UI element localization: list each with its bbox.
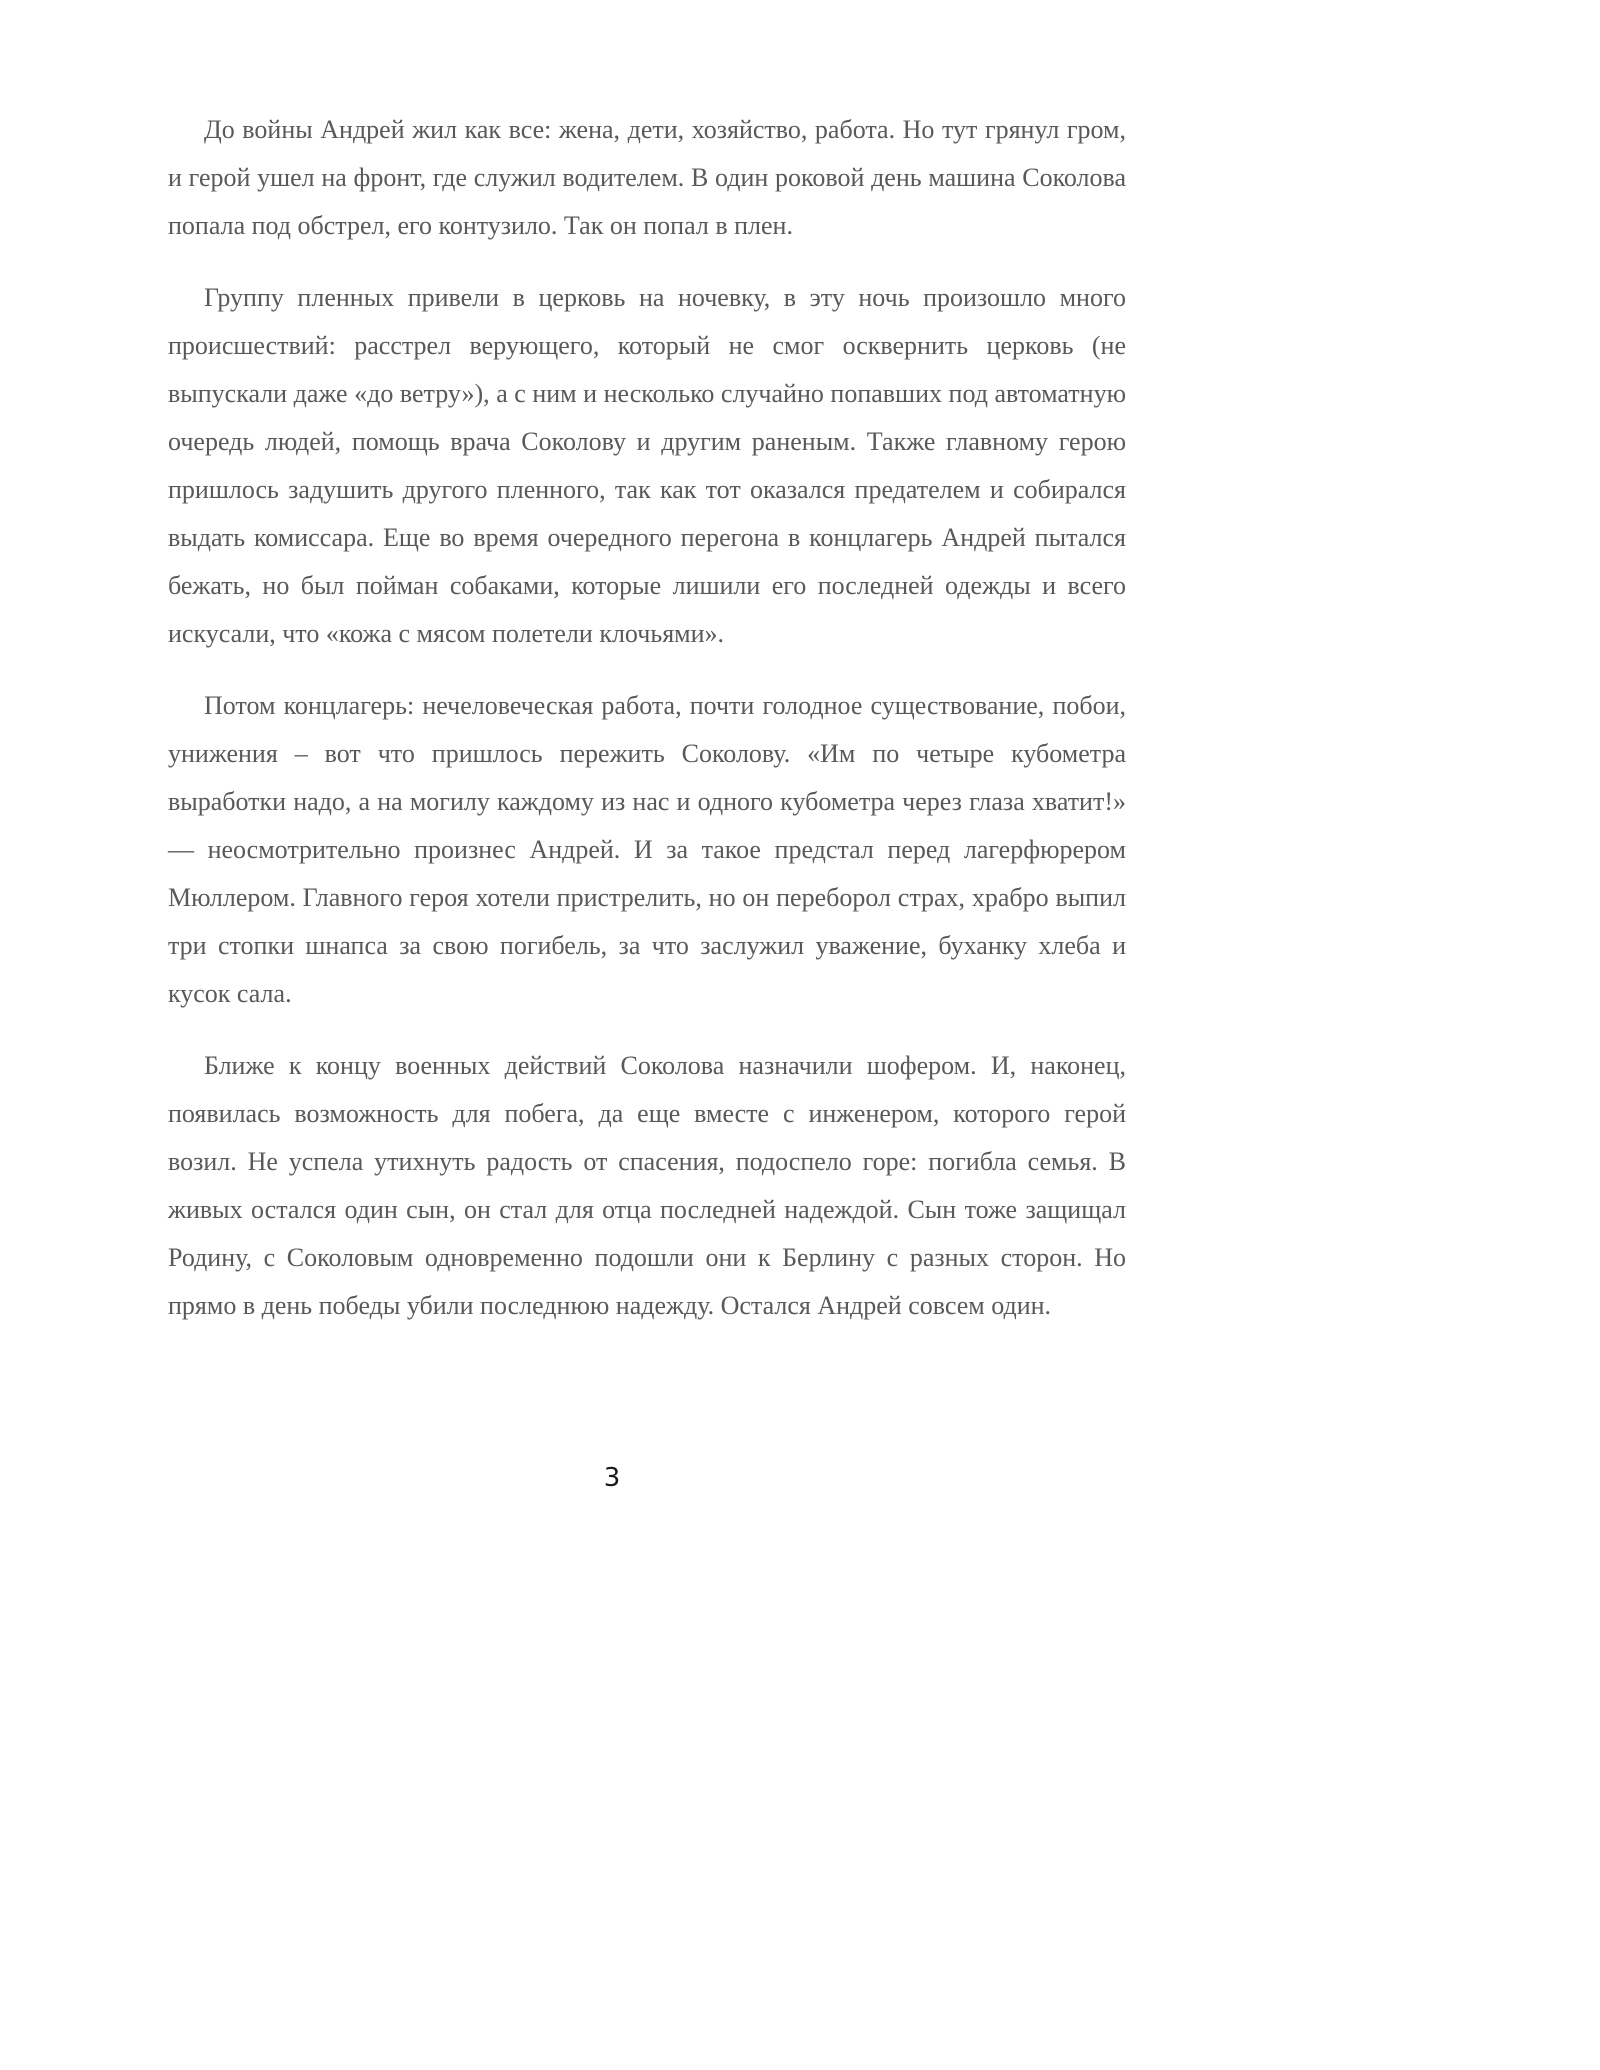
body-text (168, 106, 1126, 1354)
paragraph-2: Группу пленных привели в церковь на ночевку, в эту ночь произошло много происшествий: расстрел верующего, который не смог осквернить церковь (не выпускали даже «до ветру»), а с ним и несколько случайно попавших под автоматную очередь людей, помощь врача Соколову и другим раненым. Также главному герою пришлось задушить другого пленного, так как тот оказался предателем и собирался выдать комиссара. Еще во время очередного перегона в концлагерь Андрей пытался бежать, но был пойман собаками, которые лишили его последней одежды и всего искусали, что «кожа с мясом полетели клочьями». (168, 283, 1126, 648)
paragraph-1: До войны Андрей жил как все: жена, дети, хозяйство, работа. Но тут грянул гром, и герой ушел на фронт, где служил водителем. В один роковой день машина Соколова попала под обстрел, его контузило. Так он попал в плен. (168, 115, 1126, 240)
paragraph-3: Потом концлагерь: нечеловеческая работа, почти голодное существование, побои, унижения – вот что пришлось пережить Соколову. «Им по четыре кубометра выработки надо, а на могилу каждому из нас и одного кубометра через глаза хватит!» — неосмотрительно произнес Андрей. И за такое предстал перед лагерфюрером Мюллером. Главного героя хотели пристрелить, но он переборол страх, храбро выпил три стопки шнапса за свою погибель, за что заслужил уважение, буханку хлеба и кусок сала. (168, 691, 1126, 1008)
page-number: 3 (603, 1463, 621, 1493)
paragraph-4: Ближе к концу военных действий Соколова назначили шофером. И, наконец, появилась возможность для побега, да еще вместе с инженером, которого герой возил. Не успела утихнуть радость от спасения, подоспело горе: погибла семья. В живых остался один сын, он стал для отца последней надеждой. Сын тоже защищал Родину, с Соколовым одновременно подошли они к Берлину с разных сторон. Но прямо в день победы убили последнюю надежду. Остался Андрей совсем один. (168, 1051, 1126, 1320)
